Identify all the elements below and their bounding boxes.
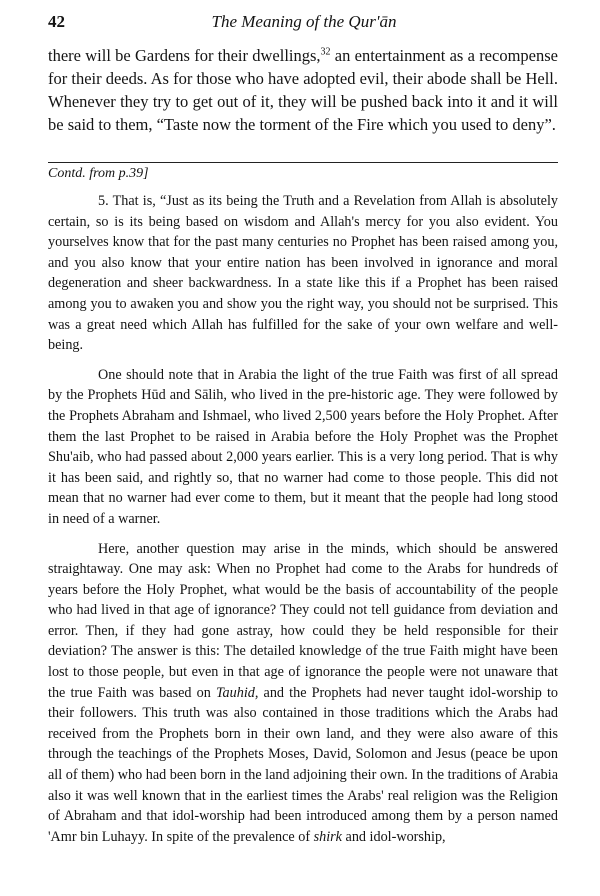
section-divider bbox=[48, 162, 558, 163]
verse-text-continued: an entertainment as a recompense for their deeds. As for those who have adopted evil, their abode shall be Hell. Whenever they try to get out of it, they will be pushed back into it and it will be said to them, “Taste now the torment of the Fire which you used to deny”. bbox=[48, 46, 558, 134]
verse-translation bbox=[48, 44, 558, 136]
page-number: 42 bbox=[48, 12, 65, 31]
commentary-notes bbox=[48, 191, 558, 856]
note-text: and the Prophets had never taught idol-worship to their followers. This truth was also contained in those traditions which the Arabs had received from the Prophets born in their own land, and they were also aware of this through the teachings of the Prophets Moses, David, Solomon and Jesus (peace be upon all of them) who had been born in the land adjoining their own. In the traditions of Arabia also it was well known that in the earliest times the Arabs' real religion was the Religion of Abraham and that idol-worship had been introduced among them by a person named 'Amr bin Luhayy. In spite of the prevalence of bbox=[48, 684, 558, 845]
page-header bbox=[48, 12, 560, 36]
note-paragraph bbox=[48, 539, 558, 848]
note-paragraph: 5. That is, “Just as its being the Truth and a Revelation from Allah is absolutely certain, so is its being based on wisdom and Allah's mercy for you also evident. You yourselves know that for the past many centuries no Prophet has been raised among you, and you also know that your entire nation has been involved in ignorance and moral degeneration and sheer backwardness. In a state like this if a Prophet has been raised among you to awaken you and show you the right way, you should not be surprised. This was a great need which Allah has fulfilled for the sake of your own welfare and well-being. bbox=[48, 193, 558, 354]
note-text: Here, another question may arise in the minds, which should be answered straightaway. One may ask: When no Prophet had come to the Arabs for hundreds of years before the Holy Prophet, what would be the basis of accountability of the people who had lived in that age of ignorance? They could not tell guidance from deviation and error. Then, if they had gone astray, how could they be held responsible for their deviation? The answer is this: The detailed knowledge of the true Faith might have been lost to those people, but even in that age of ignorance the people were not unaware that the true Faith was based on bbox=[48, 540, 558, 701]
running-title: The Meaning of the Qur'ān bbox=[211, 12, 397, 31]
note-text: and idol-worship, bbox=[341, 828, 446, 845]
term-shirk: shirk bbox=[313, 828, 342, 845]
note-paragraph: One should note that in Arabia the light of the true Faith was first of all spread by the Prophets Hūd and Sālih, who lived in the pre-historic age. They were followed by the Prophets Abraham and Ishmael, who lived 2,500 years before the Holy Prophet. After them the last Prophet to be raised in Arabia before the Holy Prophet was the Prophet Shu'aib, who had passed about 2,000 years earlier. This is a very long period. That is why it has been said, and rightly so, that no warner had come to those people. This did not mean that no warner had ever come to them, but it meant that the people had long stood in need of a warner. bbox=[48, 366, 558, 527]
verse-text: there will be Gardens for their dwellings, bbox=[48, 46, 321, 65]
footnote-ref: 32 bbox=[320, 46, 331, 58]
term-tauhid: Tauhid, bbox=[215, 684, 259, 701]
verse-paragraph bbox=[48, 44, 558, 136]
continued-label: Contd. from p.39] bbox=[48, 166, 149, 181]
